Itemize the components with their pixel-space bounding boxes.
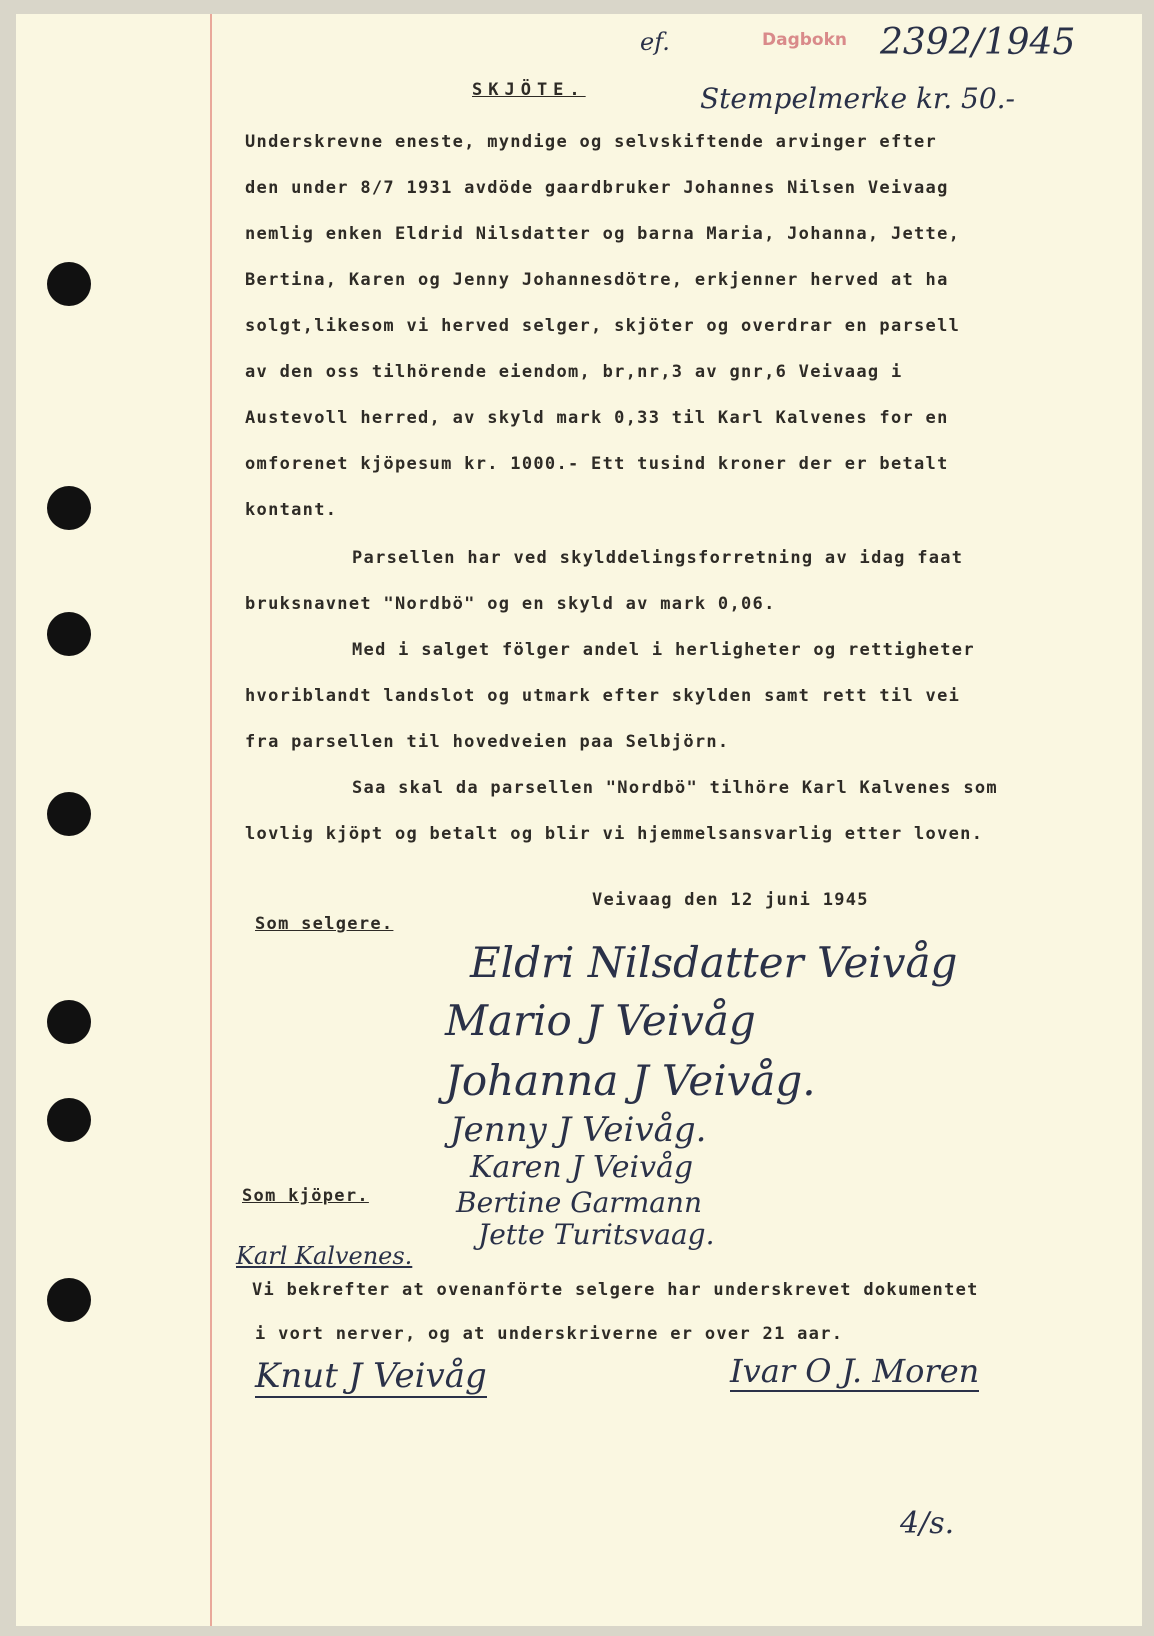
body-line: Parsellen har ved skylddelingsforretning av idag faat xyxy=(352,548,964,568)
seller-signature: Johanna J Veivåg. xyxy=(445,1056,816,1105)
punch-hole xyxy=(47,1278,91,1322)
punch-hole xyxy=(47,486,91,530)
seller-signature: Jenny J Veivåg. xyxy=(450,1110,707,1150)
buyer-label: Som kjöper. xyxy=(242,1186,369,1206)
dagbok-stamp: Dagbokn xyxy=(762,30,848,50)
margin-line xyxy=(210,14,212,1626)
body-line: den under 8/7 1931 avdöde gaardbruker Johannes Nilsen Veivaag xyxy=(245,178,949,198)
seller-signature: Jette Turitsvaag. xyxy=(478,1218,715,1251)
page-note: 4/s. xyxy=(900,1506,955,1541)
seller-signature: Karen J Veivåg xyxy=(470,1150,694,1185)
stamp-duty: Stempelmerke kr. 50.- xyxy=(700,82,1016,115)
sellers-label: Som selgere. xyxy=(255,914,394,934)
body-line: bruksnavnet "Nordbö" og en skyld av mark 0,06. xyxy=(245,594,776,614)
seller-signature: Bertine Garmann xyxy=(456,1186,702,1219)
punch-hole xyxy=(47,1098,91,1142)
witness-signature: Knut J Veivåg xyxy=(255,1356,487,1396)
journal-number: 2392/1945 xyxy=(880,22,1076,63)
body-line: Austevoll herred, av skyld mark 0,33 til Karl Kalvenes for en xyxy=(245,408,949,428)
punch-hole xyxy=(47,1000,91,1044)
witness-signature: Ivar O J. Moren xyxy=(730,1352,980,1390)
witness-line: Vi bekrefter at ovenanförte selgere har underskrevet dokumentet xyxy=(252,1280,979,1300)
body-line: kontant. xyxy=(245,500,338,520)
seller-signature: Mario J Veivåg xyxy=(445,996,756,1045)
punch-hole xyxy=(47,612,91,656)
body-line: av den oss tilhörende eiendom, br,nr,3 av gnr,6 Veivaag i xyxy=(245,362,903,382)
document-title: SKJÖTE. xyxy=(472,80,586,100)
punch-hole xyxy=(47,792,91,836)
body-line: omforenet kjöpesum kr. 1000.- Ett tusind kroner der er betalt xyxy=(245,454,949,474)
body-line: Underskrevne eneste, myndige og selvskiftende arvinger efter xyxy=(245,132,938,152)
witness-line: i vort nerver, og at underskriverne er over 21 aar. xyxy=(255,1324,844,1344)
stamp-prefix: ef. xyxy=(640,28,670,56)
body-line: solgt,likesom vi herved selger, skjöter og overdrar en parsell xyxy=(245,316,961,336)
punch-hole xyxy=(47,262,91,306)
buyer-signature: Karl Kalvenes. xyxy=(236,1242,413,1270)
body-line: fra parsellen til hovedveien paa Selbjörn. xyxy=(245,732,730,752)
body-line: hvoriblandt landslot og utmark efter skylden samt rett til vei xyxy=(245,686,961,706)
date-line: Veivaag den 12 juni 1945 xyxy=(592,890,869,910)
seller-signature: Eldri Nilsdatter Veivåg xyxy=(470,938,958,987)
body-line: Bertina, Karen og Jenny Johannesdötre, erkjenner herved at ha xyxy=(245,270,949,290)
body-line: Saa skal da parsellen "Nordbö" tilhöre Karl Kalvenes som xyxy=(352,778,998,798)
body-line: nemlig enken Eldrid Nilsdatter og barna Maria, Johanna, Jette, xyxy=(245,224,961,244)
body-line: Med i salget fölger andel i herligheter og rettigheter xyxy=(352,640,975,660)
body-line: lovlig kjöpt og betalt og blir vi hjemmelsansvarlig etter loven. xyxy=(245,824,984,844)
